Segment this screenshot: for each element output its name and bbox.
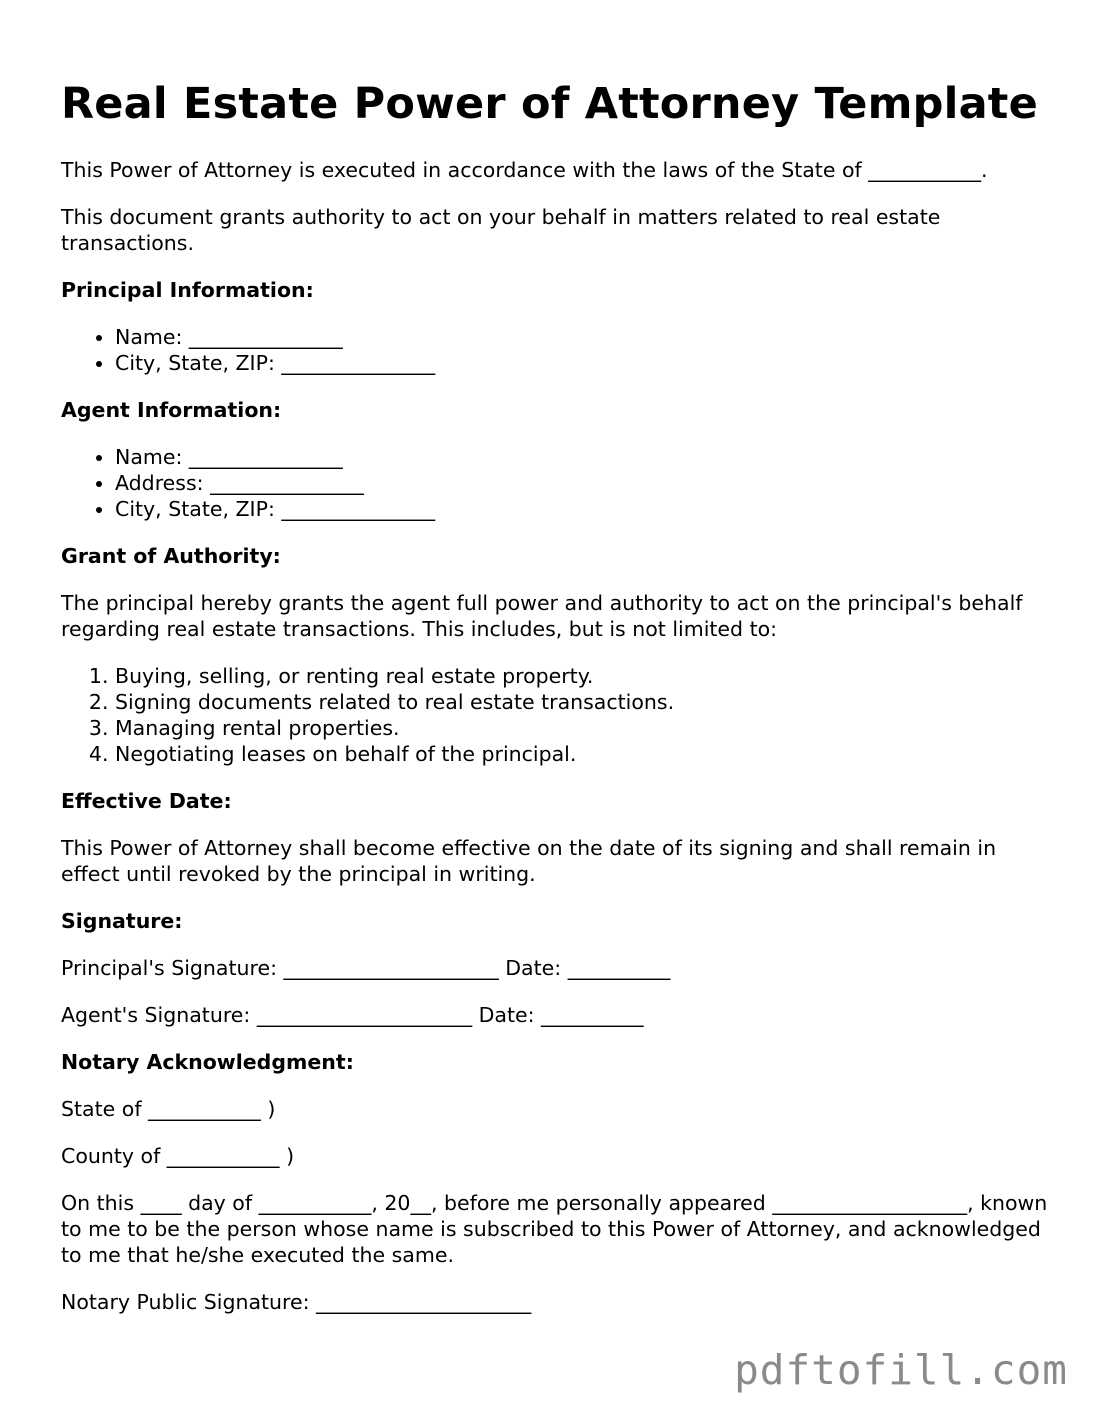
list-item: 1. Buying, selling, or renting real estate property. [115, 663, 1051, 689]
agent-info-heading: Agent Information: [61, 398, 282, 422]
notary-heading: Notary Acknowledgment: [61, 1050, 354, 1074]
principal-city-state-zip-field: • City, State, ZIP: _______________ [115, 350, 1051, 376]
agent-city-state-zip-field: • City, State, ZIP: _______________ [115, 496, 1051, 522]
agent-info-list [61, 444, 1051, 522]
notary-signature-line: Notary Public Signature: _____________________ [61, 1290, 532, 1314]
principal-signature-line: Principal's Signature: _____________________ Date: __________ [61, 956, 671, 980]
intro-paragraph-state: This Power of Attorney is executed in accordance with the laws of the State of ___________. [61, 158, 988, 182]
grant-of-authority-heading: Grant of Authority: [61, 544, 281, 568]
watermark: pdftofill.com [734, 1346, 1068, 1394]
signature-heading: Signature: [61, 909, 183, 933]
notary-statement: On this ____ day of ___________, 20__, before me personally appeared ___________________, known to me to be the person whose name is subscribed to this Power of Attorney, and acknowledged to me that he/she executed the same. [61, 1191, 1048, 1267]
agent-address-field: • Address: _______________ [115, 470, 1051, 496]
effective-date-text: This Power of Attorney shall become effective on the date of its signing and shall remain in effect until revoked by the principal in writing. [61, 836, 997, 886]
grant-of-authority-list [61, 663, 1051, 767]
list-item: 2. Signing documents related to real estate transactions. [115, 689, 1051, 715]
principal-info-list [61, 324, 1051, 376]
principal-name-field: • Name: _______________ [115, 324, 1051, 350]
notary-county-line: County of ___________ ) [61, 1144, 295, 1168]
intro-paragraph-purpose: This document grants authority to act on your behalf in matters related to real estate transactions. [61, 205, 941, 255]
agent-name-field: • Name: _______________ [115, 444, 1051, 470]
grant-of-authority-text: The principal hereby grants the agent full power and authority to act on the principal's behalf regarding real estate transactions. This includes, but is not limited to: [61, 591, 1023, 641]
document-page [61, 78, 1051, 1336]
effective-date-heading: Effective Date: [61, 789, 232, 813]
agent-signature-line: Agent's Signature: _____________________ Date: __________ [61, 1003, 644, 1027]
document-title: Real Estate Power of Attorney Template [61, 79, 1038, 129]
principal-info-heading: Principal Information: [61, 278, 314, 302]
notary-state-line: State of ___________ ) [61, 1097, 276, 1121]
list-item: 4. Negotiating leases on behalf of the principal. [115, 741, 1051, 767]
list-item: 3. Managing rental properties. [115, 715, 1051, 741]
